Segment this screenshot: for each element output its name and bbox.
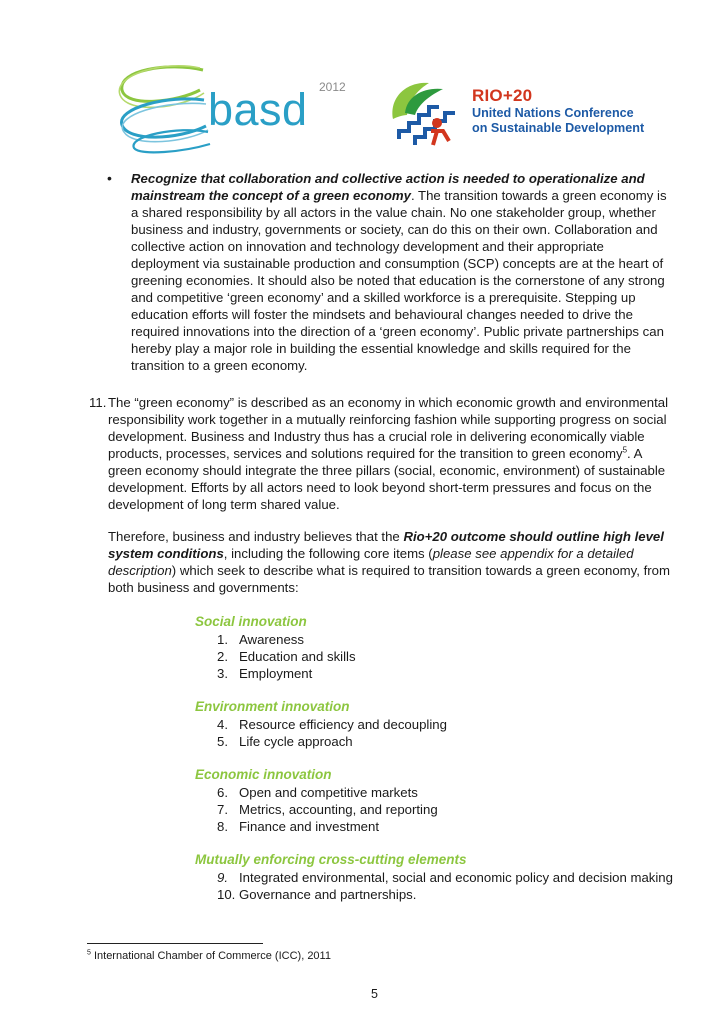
bullet-lead: Recognize that collaboration and collective action is needed to operationalize and mainstream the concept of a green economy xyxy=(131,171,645,203)
item-label: Finance and investment xyxy=(239,819,380,834)
therefore-text-a: Therefore, business and industry believes that the xyxy=(108,529,404,544)
paragraph-11-text-a: The “green economy” is described as an economy in which economic growth and environmental responsibility work together in a mutually reinforcing fashion while supporting progress on social development. Business and Industry thus has a crucial role in delivering economically viable products, processes, services and solutions required for the transition to green economy xyxy=(108,395,669,461)
group-title: Environment innovation xyxy=(195,699,350,714)
group-title: Social innovation xyxy=(195,614,307,629)
group-list xyxy=(195,631,675,682)
item-number: 6. xyxy=(217,785,228,800)
item-number: 9. xyxy=(217,870,228,885)
paragraph-11 xyxy=(108,394,673,513)
item-number: 5. xyxy=(217,734,228,749)
group-title: Economic innovation xyxy=(195,767,332,782)
item-label: Awareness xyxy=(239,632,304,647)
list-item xyxy=(195,648,675,665)
list-item xyxy=(195,716,675,733)
basd-wordmark: basd xyxy=(208,84,308,135)
therefore-text-c: ) which seek to describe what is required to transition towards a green economy, from both business and governments: xyxy=(108,563,670,595)
item-number: 1. xyxy=(217,632,228,647)
bullet-icon: • xyxy=(107,170,112,186)
group-list xyxy=(195,716,675,750)
rio20-title: RIO+20 xyxy=(472,86,533,105)
footnote xyxy=(87,949,331,963)
therefore-paragraph xyxy=(108,528,673,596)
list-item xyxy=(195,818,675,835)
group-environment-innovation xyxy=(195,698,675,750)
group-list xyxy=(195,784,675,835)
paragraph-number: 11. xyxy=(89,395,107,410)
basd-year: 2012 xyxy=(319,80,346,94)
group-social-innovation xyxy=(195,613,675,682)
item-label: Employment xyxy=(239,666,313,681)
item-number: 7. xyxy=(217,802,228,817)
footnote-text: International Chamber of Commerce (ICC), 2011 xyxy=(90,950,331,962)
item-number: 10. xyxy=(217,887,236,902)
item-label: Integrated environmental, social and economic policy and decision making xyxy=(239,870,673,885)
group-title: Mutually enforcing cross-cutting elements xyxy=(195,852,467,867)
rio20-subtitle xyxy=(472,106,672,136)
rio20-subtitle-line2: on Sustainable Development xyxy=(472,121,645,135)
list-item xyxy=(195,784,675,801)
item-label: Education and skills xyxy=(239,649,356,664)
rio20-subtitle-line1: United Nations Conference xyxy=(472,106,634,120)
footnote-marker: 5 xyxy=(87,949,91,957)
item-label: Resource efficiency and decoupling xyxy=(239,717,447,732)
item-number: 4. xyxy=(217,717,228,732)
list-item xyxy=(195,631,675,648)
item-number: 2. xyxy=(217,649,228,664)
footnote-ref[interactable]: 5 xyxy=(622,445,628,455)
item-label: Governance and partnerships. xyxy=(239,887,417,902)
therefore-italic: please see appendix for a detailed description xyxy=(108,546,634,578)
item-label: Life cycle approach xyxy=(239,734,353,749)
therefore-text-b: , including the following core items ( xyxy=(223,546,433,561)
item-label: Metrics, accounting, and reporting xyxy=(239,802,438,817)
list-item xyxy=(195,733,675,750)
bullet-body: . The transition towards a green economy is a shared responsibility by all actors in the value chain. No one stakeholder group, whether business and industry, governments or society, can do this on their own. Collaboration and collective action on innovation and technology development and their appropriate deployment via sustainable production and consumption (SCP) concepts are at the heart of greening economies. It should also be noted that education is the cornerstone of any strong and competitive ‘green economy’ and a skilled workforce is a prerequisite. Stepping up education efforts will foster the mindsets and behavioural changes needed to drive the required innovations into the direction of a ‘green economy’. Public private partnerships can hereby play a major role in building the essential knowledge and skills required for the transition to a green economy. xyxy=(131,188,667,373)
group-economic-innovation xyxy=(195,766,675,835)
bullet-paragraph xyxy=(131,170,671,374)
list-item xyxy=(195,869,675,886)
rio20-emblem-logo xyxy=(385,75,467,157)
item-label: Open and competitive markets xyxy=(239,785,418,800)
item-number: 8. xyxy=(217,819,228,834)
list-item xyxy=(195,665,675,682)
group-cross-cutting-elements xyxy=(195,851,675,903)
paragraph-11-text-b: . A green economy should integrate the three pillars (social, economic, environment) of sustainable development. Efforts by all actors need to look beyond short-term pressures and focus on the development of long term shared value. xyxy=(108,446,666,512)
list-item xyxy=(195,801,675,818)
page-number: 5 xyxy=(371,987,378,1001)
list-item xyxy=(195,886,675,903)
item-number: 3. xyxy=(217,666,228,681)
footnote-divider xyxy=(87,943,263,944)
group-list xyxy=(195,869,675,903)
therefore-bold: Rio+20 outcome should outline high level system conditions xyxy=(108,529,664,561)
